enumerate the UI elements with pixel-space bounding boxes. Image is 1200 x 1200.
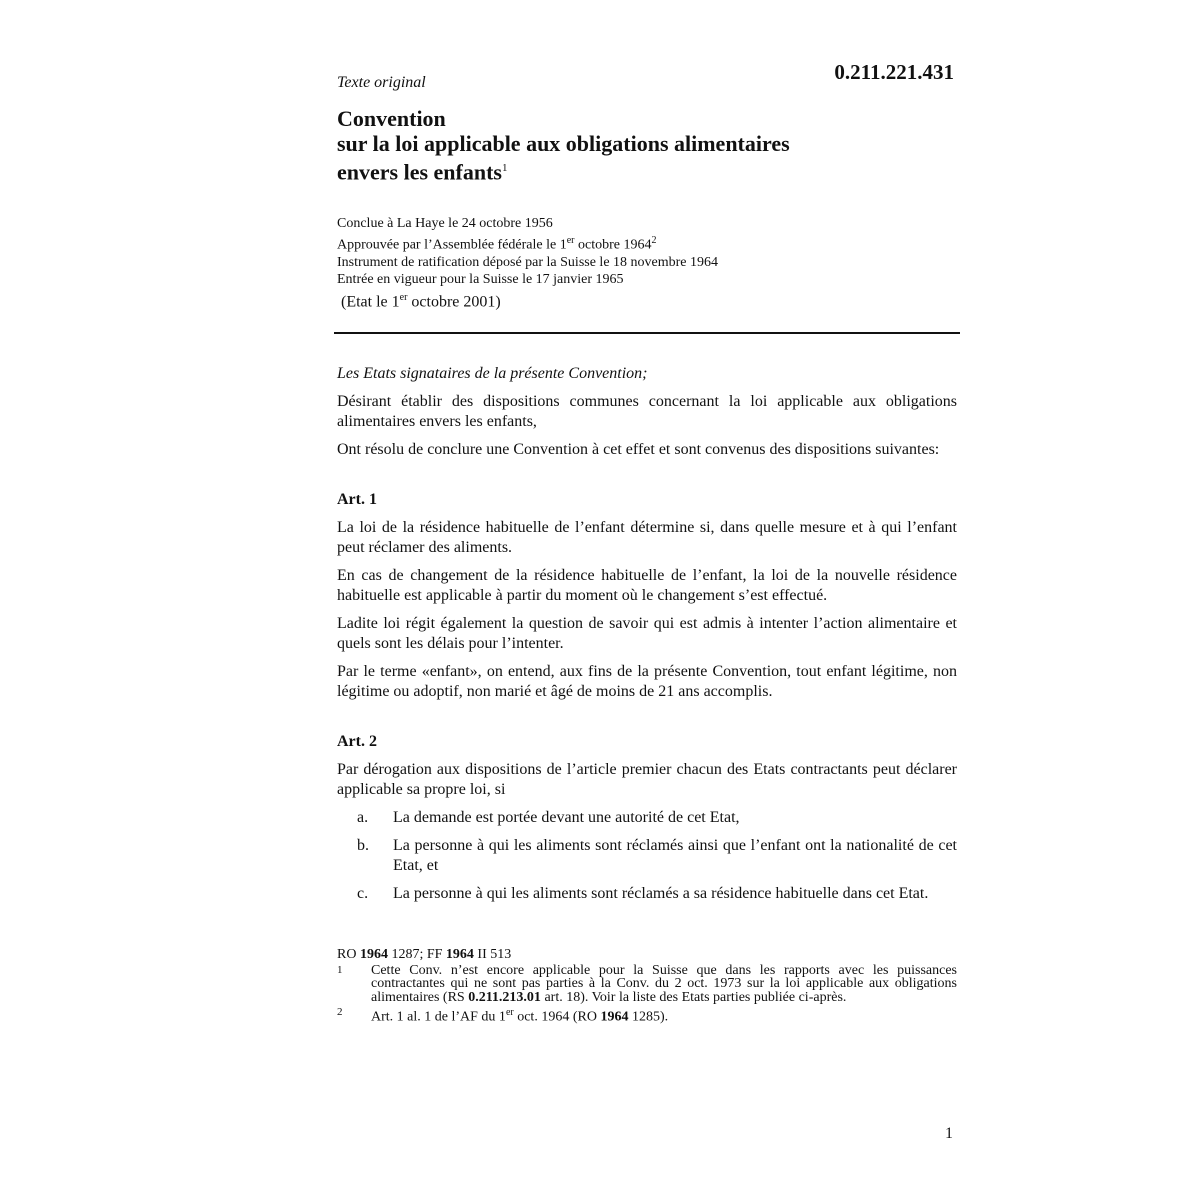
approved-line: Approuvée par l’Assemblée fédérale le 1er octobre 1964$^2$ (337, 235, 657, 253)
footnote-1 (337, 964, 957, 1005)
list-item (337, 836, 957, 876)
ratification-line: Instrument de ratification déposé par la Suisse le 18 novembre 1964 (337, 254, 719, 270)
footnotes (337, 948, 957, 1024)
footnote-number: 1 (337, 963, 343, 976)
title-line-2: sur la loi applicable aux obligations alimentaires (337, 131, 790, 156)
article-1-title: Art. 1 (337, 491, 377, 509)
preamble-desirant: Désirant établir des dispositions communes concernant la loi applicable aux obligations alimentaires envers les enfants, (337, 393, 957, 431)
article-1-paragraph: En cas de changement de la résidence habituelle de l’enfant, la loi de la nouvelle résidence habituelle est applicable à partir du moment où le changement s’est effectué. (337, 567, 957, 605)
list-item-text: La demande est portée devant une autorité de cet Etat, (393, 809, 740, 827)
list-marker: b. (357, 837, 369, 855)
document-page (337, 58, 957, 1024)
status-date: (Etat le 1er octobre 2001) (341, 291, 501, 311)
article-2-list (337, 808, 957, 904)
article-2-title: Art. 2 (337, 733, 377, 751)
footnote-2 (337, 1006, 957, 1024)
list-marker: c. (357, 885, 369, 903)
list-item-text: La personne à qui les aliments sont réclamés a sa résidence habituelle dans cet Etat. (393, 885, 929, 903)
sr-number: 0.211.221.431 (834, 60, 954, 84)
footnote-text: Cette Conv. n’est encore applicable pour la Suisse que dans les rapports avec les puissances contractantes qui ne sont pas parties à la Conv. du 2 oct. 1973 sur la loi applicable aux obligations alimentaires (RS 0.211.213.01 art. 18). Voir la liste des Etats parties publiée ci-après. (371, 962, 957, 1005)
list-item (337, 808, 957, 828)
article-1-paragraph: La loi de la résidence habituelle de l’enfant détermine si, dans quelle mesure et à qui l’enfant peut réclamer des aliments. (337, 519, 957, 557)
title-line-1: Convention (337, 106, 446, 131)
article-2-paragraph: Par dérogation aux dispositions de l’article premier chacun des Etats contractants peut déclarer applicable sa propre loi, si (337, 761, 957, 799)
header-divider (334, 332, 960, 334)
article-1-paragraph: Ladite loi régit également la question de savoir qui est admis à intenter l’action alimentaire et quels sont les délais pour l’intenter. (337, 615, 957, 653)
page-number: 1 (945, 1125, 953, 1142)
document-body (337, 364, 957, 904)
entry-line: Entrée en vigueur pour la Suisse le 17 janvier 1965 (337, 271, 624, 287)
preamble-resolu: Ont résolu de conclure une Convention à cet effet et sont convenus des dispositions suivantes: (337, 441, 940, 459)
ro-reference: RO 1964 1287; FF 1964 II 513 (337, 947, 512, 963)
title-line-3: envers les enfants$^1$ (337, 159, 508, 185)
document-title (337, 106, 957, 184)
footnote-ref-2[interactable]: 2 (651, 235, 657, 247)
document-metadata (337, 215, 957, 288)
footnote-number: 2 (337, 1006, 343, 1019)
article-1-paragraph: Par le terme «enfant», on entend, aux fins de la présente Convention, tout enfant légitime, non légitime ou adoptif, non marié et âgé de moins de 21 ans accomplis. (337, 663, 957, 701)
list-marker: a. (357, 809, 369, 827)
original-text-label: Texte original (337, 74, 426, 91)
list-item-text: La personne à qui les aliments sont réclamés ainsi que l’enfant ont la nationalité de cet Etat, et (393, 837, 957, 875)
footnote-text: Art. 1 al. 1 de l’AF du 1er oct. 1964 (RO 1964 1285). (371, 1007, 669, 1025)
list-item (337, 884, 957, 904)
concluded-line: Conclue à La Haye le 24 octobre 1956 (337, 216, 553, 232)
preamble-intro: Les Etats signataires de la présente Convention; (337, 365, 648, 383)
footnote-ref-1[interactable]: 1 (501, 162, 508, 174)
